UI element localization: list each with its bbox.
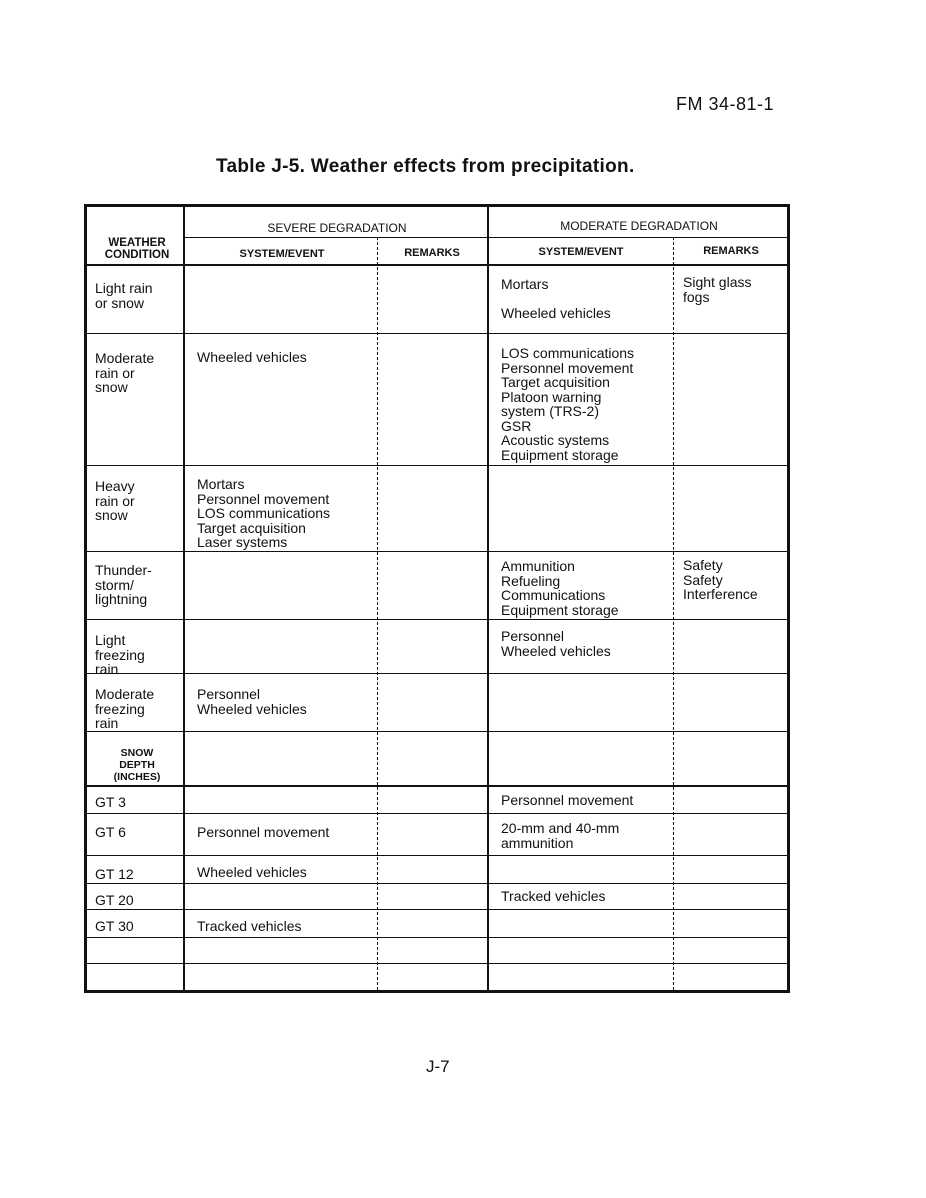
header-moderate-degradation: MODERATE DEGRADATION [560,219,718,233]
row-moderate-system: Personnel movement [501,792,634,808]
row-moderate-system: Ammunition Refueling Communications Equipment storage [501,558,619,618]
row-condition: Moderate rain or snow [95,350,155,395]
row-severe-system: Wheeled vehicles [197,349,307,365]
row-moderate-system: LOS communications Personnel movement Target acquisition Platoon warning system (TRS-2) GSR Acoustic systems Equipment storage [501,345,635,463]
row-severe-system: Wheeled vehicles [197,864,307,880]
document-id: FM 34-81-1 [676,94,775,114]
table-row [87,885,787,909]
table-row [87,675,787,731]
table-row [87,815,787,855]
table-row [87,939,787,963]
snow-depth-header: SNOW DEPTH (INCHES) [113,747,161,783]
row-condition: GT 20 [95,892,134,908]
table-row [87,265,787,333]
table-row [87,621,787,677]
row-severe-system: Personnel movement [197,824,330,840]
row-condition: Moderate freezing rain [95,686,155,731]
header-severe-system-event: SYSTEM/EVENT [239,248,325,260]
row-condition: Light rain or snow [95,280,153,311]
row-severe-system: Personnel Wheeled vehicles [197,686,307,717]
header-severe-remarks: REMARKS [404,247,460,259]
weather-effects-table [84,204,790,993]
row-condition: GT 12 [95,866,134,882]
row-condition: GT 3 [95,794,126,810]
row-condition: Light freezing rain [95,632,145,677]
header-moderate-system-event: SYSTEM/EVENT [538,246,624,258]
table-row [87,467,787,551]
header-severe-degradation: SEVERE DEGRADATION [267,221,407,235]
row-moderate-remarks: Safety Safety Interference [683,557,758,602]
table-header [87,207,787,266]
row-severe-system: Tracked vehicles [197,918,302,934]
row-condition: Thunder- storm/ lightning [95,562,152,607]
row-moderate-system: 20-mm and 40-mm ammunition [501,820,620,851]
table-row [87,965,787,991]
table-row [87,335,787,465]
row-condition: GT 6 [95,824,126,840]
header-moderate-remarks: REMARKS [703,245,759,257]
row-severe-system: Mortars Personnel movement LOS communications Target acquisition Laser systems [197,476,331,550]
row-condition: GT 30 [95,918,134,934]
table-row [87,857,787,883]
row-moderate-system: Mortars Wheeled vehicles [501,276,611,321]
row-moderate-remarks: Sight glass fogs [683,274,752,305]
row-condition: Heavy rain or snow [95,478,135,523]
table-title: Table J-5. Weather effects from precipitation. [216,156,635,177]
table-row [87,787,787,813]
header-weather-condition: WEATHER CONDITION [104,237,170,261]
table-row [87,911,787,937]
row-moderate-system: Tracked vehicles [501,888,606,904]
row-moderate-system: Personnel Wheeled vehicles [501,628,611,659]
page-number: J-7 [426,1057,450,1076]
table-row [87,733,787,785]
table-row [87,553,787,619]
